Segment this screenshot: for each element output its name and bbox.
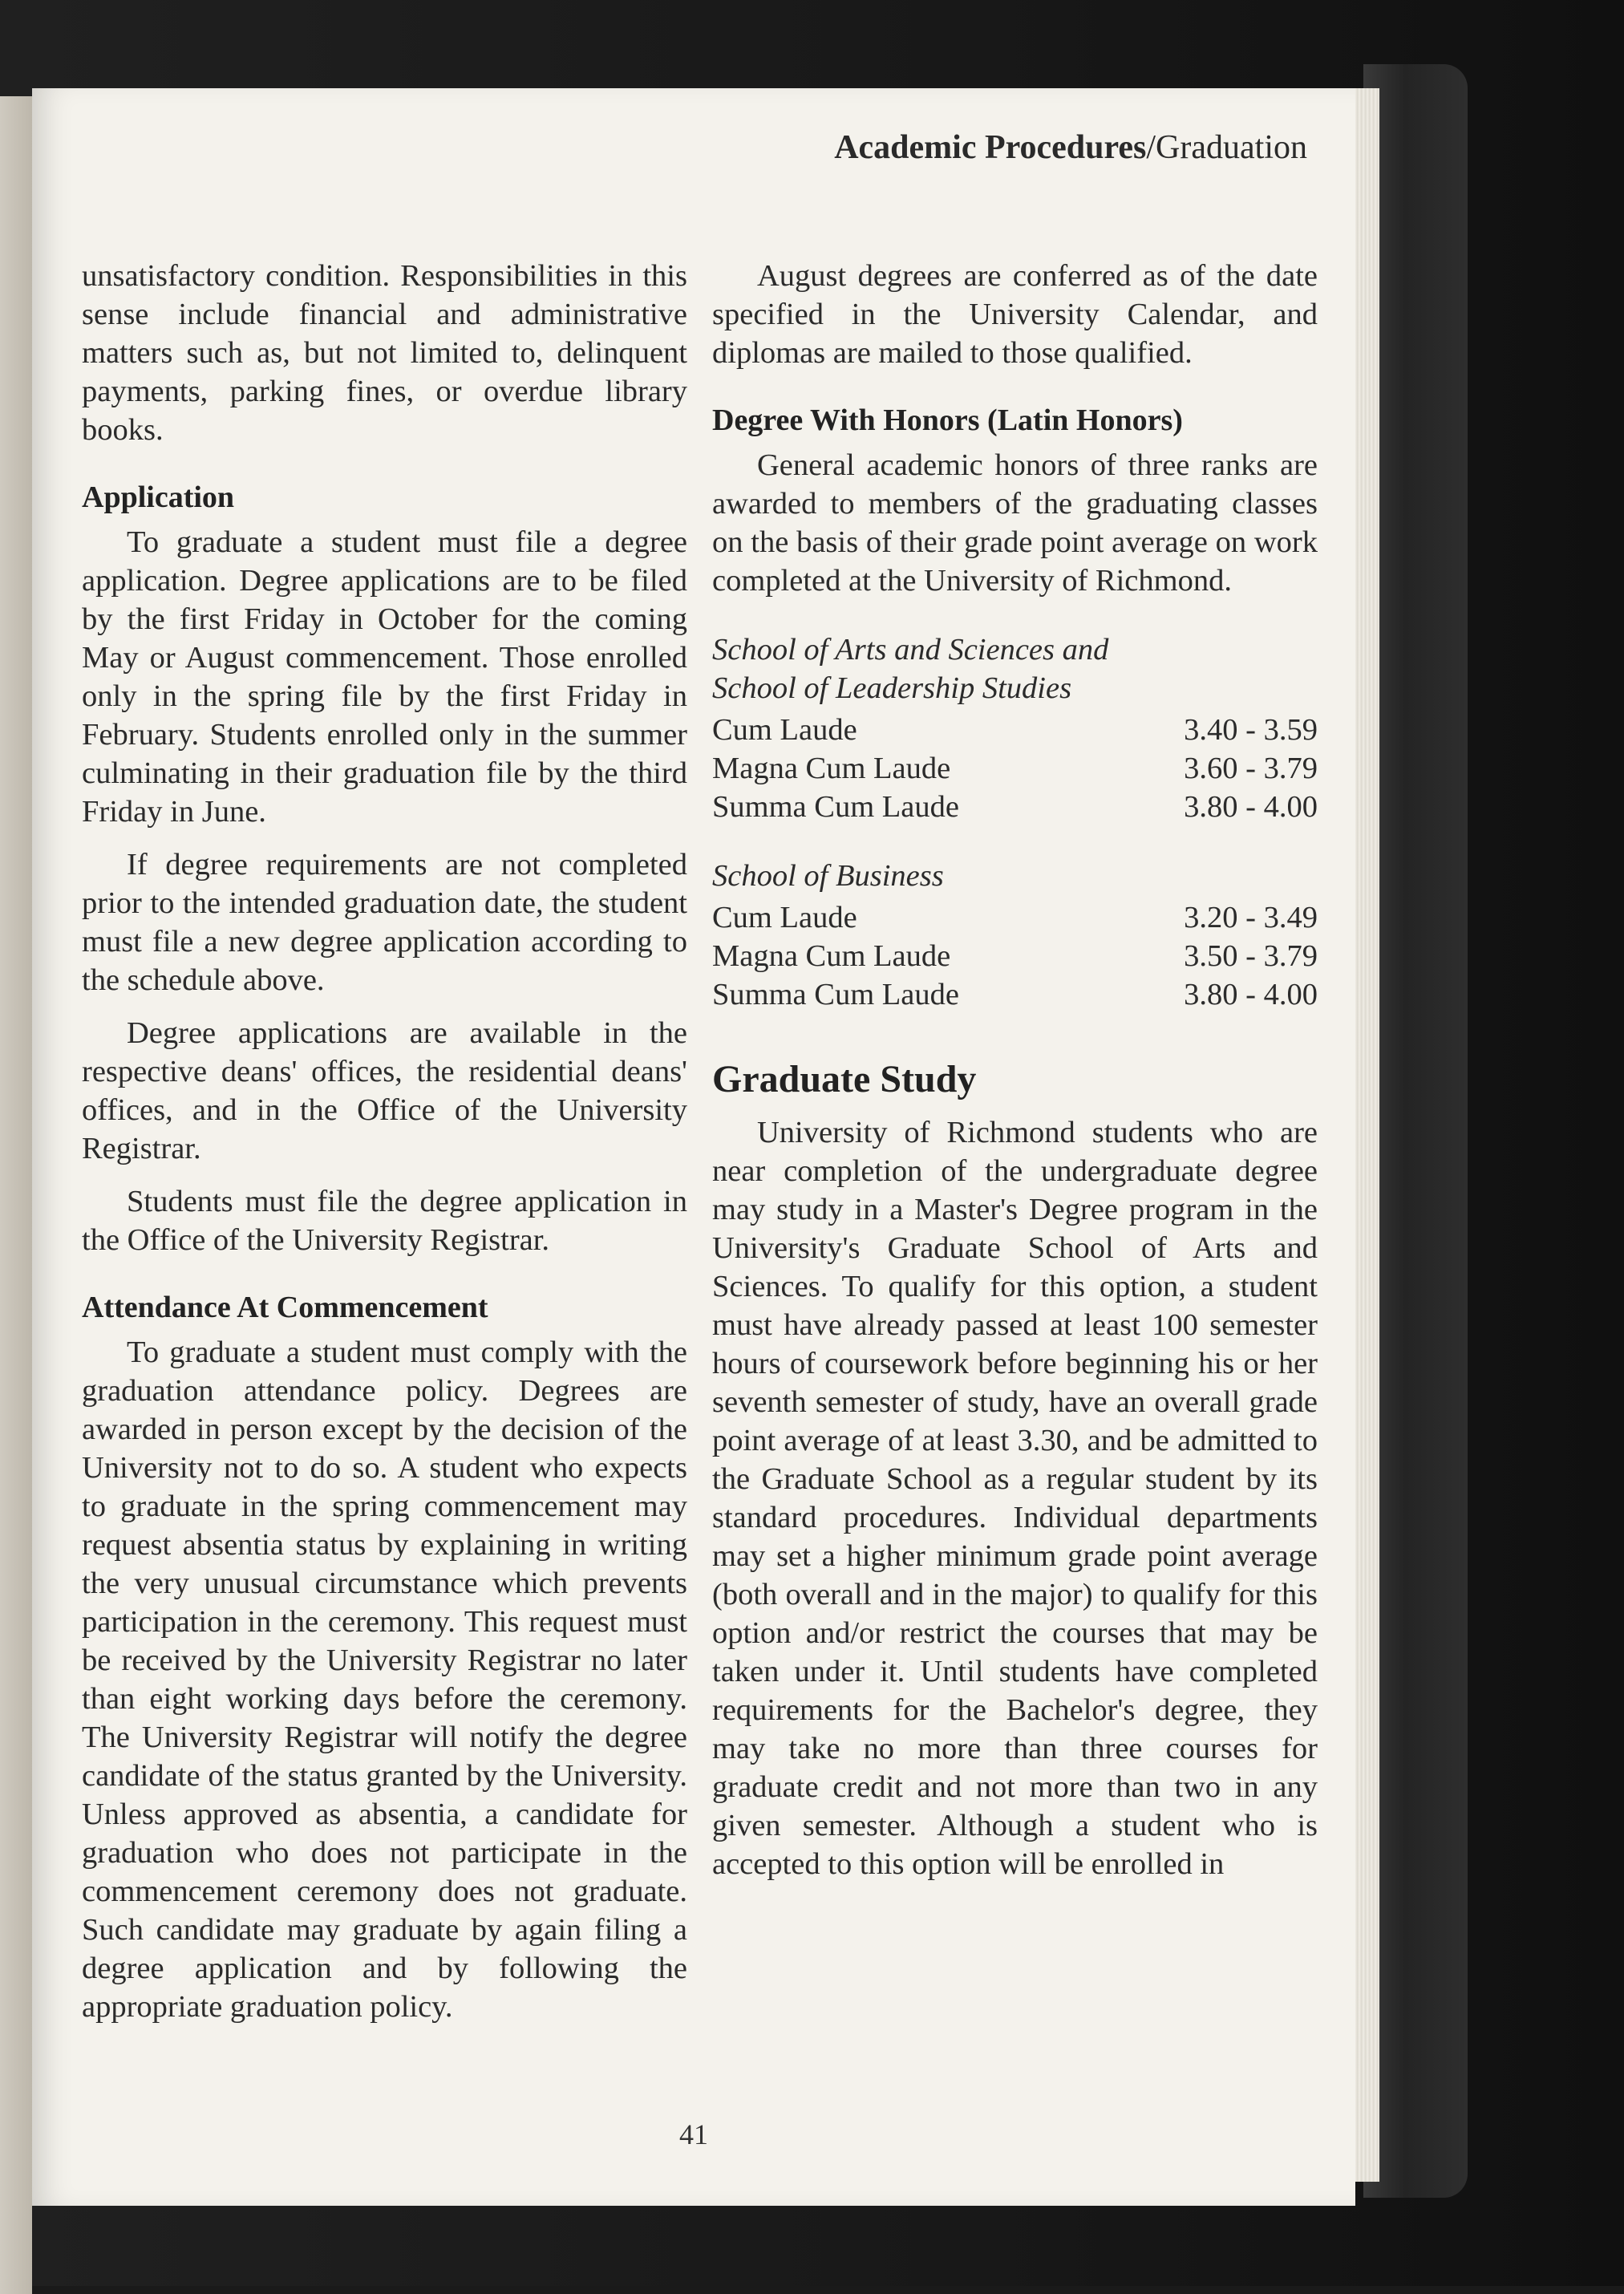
honors-school-line: School of Business (712, 859, 944, 893)
right-column (712, 257, 1318, 1898)
left-column (82, 257, 687, 2041)
graduate-study-heading: Graduate Study (712, 1058, 977, 1100)
honors-range: 3.40 - 3.59 (1184, 713, 1318, 747)
honors-row (712, 898, 1318, 937)
attendance-paragraph: To graduate a student must comply with the graduation attendance policy. Degrees are awarded in person except by the decision of the University not to do so. A student who expects to graduate in the spring commencement may request absentia status by explaining in writing the very unusual circumstance which prevents participation in the ceremony. This request must be received by the University Registrar no later than eight working days before the ceremony. The University Registrar will notify the degree candidate of the status granted by the University. Unless approved as absentia, a candidate for graduation who does not participate in the commencement ceremony does not graduate. Such candidate may graduate by again filing a degree application and by following the appropriate graduation policy. (82, 1335, 687, 2024)
honors-group-business (712, 857, 1318, 1014)
honors-row (712, 749, 1318, 788)
august-paragraph: August degrees are conferred as of the date specified in the University Calendar, and diplomas are mailed to those qualified. (712, 259, 1318, 370)
honors-label: Cum Laude (712, 901, 857, 934)
application-paragraph-2: If degree requirements are not completed prior to the intended graduation date, the student must file a new degree application according to the schedule above. (82, 848, 687, 997)
honors-school-heading (712, 857, 1318, 895)
honors-range: 3.80 - 4.00 (1184, 978, 1318, 1011)
honors-label: Summa Cum Laude (712, 790, 959, 824)
honors-label: Magna Cum Laude (712, 752, 951, 785)
honors-label: Magna Cum Laude (712, 939, 951, 973)
honors-range: 3.80 - 4.00 (1184, 790, 1318, 824)
honors-group-arts-leadership (712, 630, 1318, 826)
running-head-subsection: Graduation (1156, 129, 1307, 166)
honors-range: 3.20 - 3.49 (1184, 901, 1318, 934)
honors-school-line: School of Leadership Studies (712, 671, 1072, 705)
honors-row (712, 975, 1318, 1014)
facing-page-edge (0, 96, 32, 2294)
application-paragraph-1: To graduate a student must file a degree application. Degree applications are to be filed by the first Friday in October for the coming May or August commencement. Those enrolled only in the spring file by the first Friday in February. Students enrolled only in the summer culminating in their graduation file by the third Friday in June. (82, 525, 687, 829)
honors-range: 3.60 - 3.79 (1184, 752, 1318, 785)
page-number: 41 (679, 2118, 708, 2150)
intro-paragraph: unsatisfactory condition. Responsibilities in this sense include financial and administrative matters such as, but not limited to, delinquent payments, parking fines, or overdue library books. (82, 259, 687, 447)
honors-school-heading (712, 630, 1318, 707)
honors-range: 3.50 - 3.79 (1184, 939, 1318, 973)
graduate-study-paragraph: University of Richmond students who are near completion of the undergraduate degree may study in a Master's Degree program in the University's Graduate School of Arts and Sciences. To qualify for this option, a student must have already passed at least 100 semester hours of coursework before beginning his or her seventh semester of study, have an overall grade point average of at least 3.30, and be admitted to the Graduate School as a regular student by its standard procedures. Individual departments may set a higher minimum grade point average (both overall and in the major) to qualify for this option and/or restrict the courses that may be taken under it. Until students have completed requirements for the Bachelor's degree, they may take no more than three courses for graduate credit and not more than two in any given semester. Although a student who is accepted to this option will be enrolled in (712, 1116, 1318, 1881)
honors-label: Summa Cum Laude (712, 978, 959, 1011)
honors-row (712, 937, 1318, 975)
honors-row (712, 788, 1318, 826)
attendance-heading: Attendance At Commencement (82, 1291, 488, 1324)
running-head-separator: / (1146, 129, 1156, 166)
honors-school-line: School of Arts and Sciences and (712, 633, 1109, 667)
honors-paragraph: General academic honors of three ranks are awarded to members of the graduating classes on the basis of their grade point average on work completed at the University of Richmond. (712, 448, 1318, 598)
book-page (32, 88, 1355, 2206)
application-heading: Application (82, 480, 235, 514)
application-paragraph-4: Students must file the degree application in the Office of the University Registrar. (82, 1185, 687, 1257)
running-head-section: Academic Procedures (834, 129, 1147, 166)
honors-heading: Degree With Honors (Latin Honors) (712, 403, 1183, 437)
honors-label: Cum Laude (712, 713, 857, 747)
application-paragraph-3: Degree applications are available in the respective deans' offices, the residential deans' offices, and in the Office of the University Registrar. (82, 1016, 687, 1165)
running-head (834, 128, 1307, 167)
honors-row (712, 711, 1318, 749)
